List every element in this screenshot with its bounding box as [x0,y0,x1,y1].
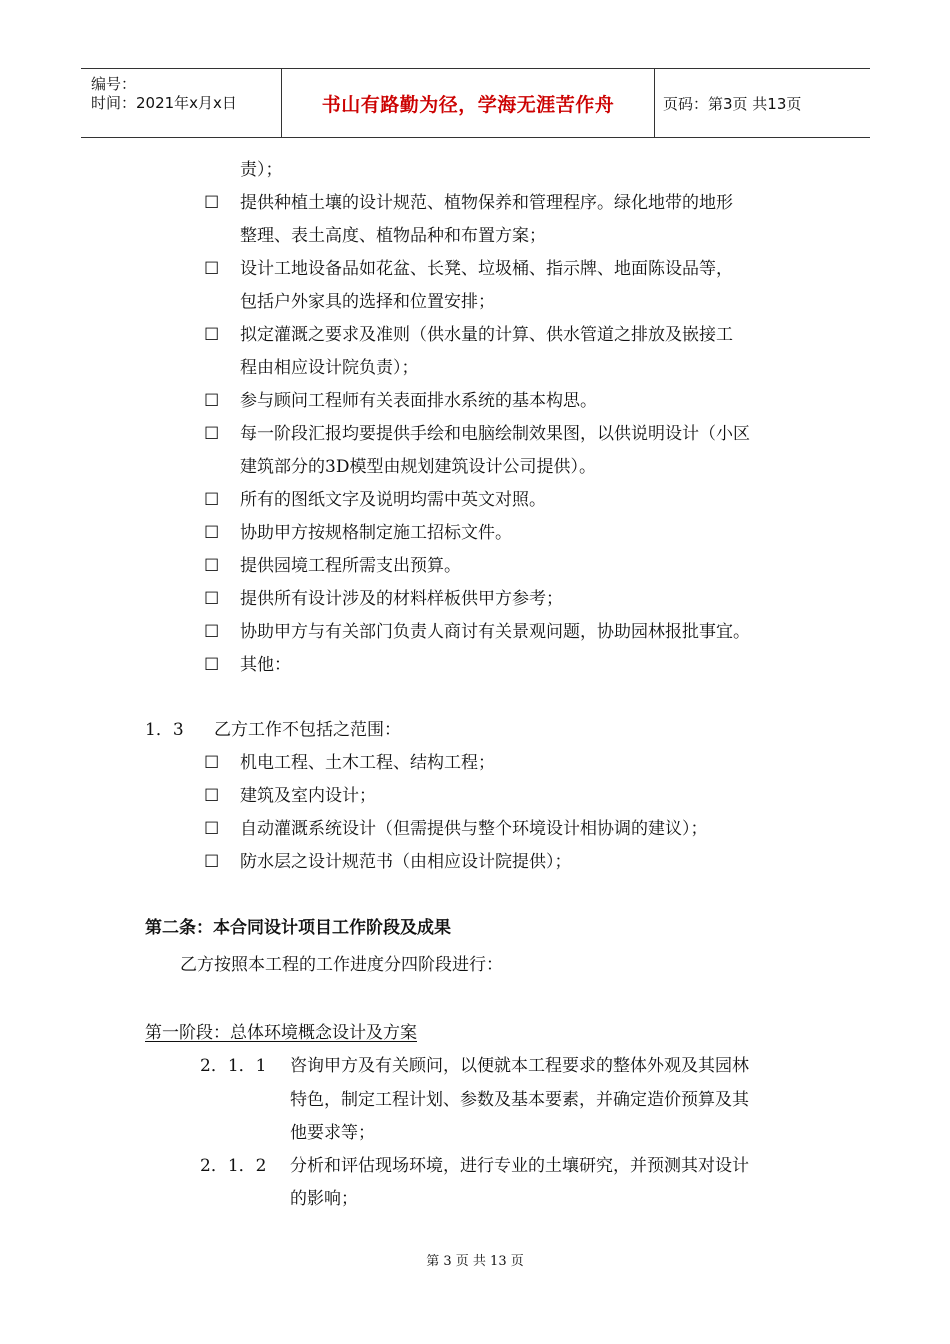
list-item: 防水层之设计规范书（由相应设计院提供）； [240,852,572,872]
list-item: 机电工程、土木工程、结构工程； [240,753,495,773]
checkbox-icon: ☐ [204,819,220,839]
clause-line: 咨询甲方及有关顾问，以便就本工程要求的整体外观及其园林 [290,1056,749,1076]
page-header [81,68,870,138]
header-divider [281,69,282,137]
checkbox-icon: ☐ [204,622,220,642]
header-meta [81,69,281,137]
clause-line: 的影响； [290,1189,358,1209]
checkbox-icon: ☐ [204,589,220,609]
clause-line: 分析和评估现场环境，进行专业的土壤研究，并预测其对设计 [290,1156,749,1176]
list-item: 提供所有设计涉及的材料样板供甲方参考； [240,589,563,609]
list-item-continuation: 建筑部分的3D模型由规划建筑设计公司提供）。 [240,457,596,477]
list-item: 参与顾问工程师有关表面排水系统的基本构思。 [240,391,597,411]
checkbox-icon: ☐ [204,753,220,773]
checkbox-icon: ☐ [204,325,220,345]
checkbox-icon: ☐ [204,424,220,444]
checkbox-icon: ☐ [204,556,220,576]
list-item: 其他： [240,655,291,675]
header-motto: 书山有路勤为径，学海无涯苦作舟 [321,93,615,116]
clause-number: 2．1．2 [200,1156,267,1176]
article-heading: 第二条：本合同设计项目工作阶段及成果 [145,918,451,938]
list-item: 自动灌溉系统设计（但需提供与整个环境设计相协调的建议）； [240,819,708,839]
list-item-continuation: 程由相应设计院负责）； [240,358,419,378]
clause-line: 他要求等； [290,1123,375,1143]
header-divider [654,69,655,137]
list-item: 所有的图纸文字及说明均需中英文对照。 [240,490,546,510]
list-item: 拟定灌溉之要求及准则（供水量的计算、供水管道之排放及嵌接工 [240,325,733,345]
document-number-label: 编号： [91,75,137,93]
section-title: 乙方工作不包括之范围： [214,720,401,740]
clause-number: 2．1．1 [200,1056,267,1076]
list-item: 提供种植土壤的设计规范、植物保养和管理程序。绿化地带的地形 [240,193,733,213]
checkbox-icon: ☐ [204,786,220,806]
checkbox-icon: ☐ [204,193,220,213]
checkbox-icon: ☐ [204,655,220,675]
checkbox-icon: ☐ [204,391,220,411]
section-number: 1．3 [145,720,184,740]
list-item: 协助甲方按规格制定施工招标文件。 [240,523,512,543]
list-item-continuation: 责）； [240,160,283,180]
checkbox-icon: ☐ [204,490,220,510]
checkbox-icon: ☐ [204,852,220,872]
checkbox-icon: ☐ [204,523,220,543]
header-page-label: 页码：第3页 共13页 [663,94,802,113]
list-item: 建筑及室内设计； [240,786,376,806]
checkbox-icon: ☐ [204,259,220,279]
list-item: 协助甲方与有关部门负责人商讨有关景观问题，协助园林报批事宜。 [240,622,750,642]
list-item-continuation: 整理、表土高度、植物品种和布置方案； [240,226,546,246]
list-item: 设计工地设备品如花盆、长凳、垃圾桶、指示牌、地面陈设品等， [240,259,733,279]
clause-line: 特色，制定工程计划、参数及基本要素，并确定造价预算及其 [290,1090,749,1110]
article-intro: 乙方按照本工程的工作进度分四阶段进行： [180,955,503,975]
document-time-label: 时间：2021年x月x日 [91,94,237,112]
list-item: 提供园境工程所需支出预算。 [240,556,461,576]
page-footer: 第 3 页 共 13 页 [426,1254,524,1269]
list-item: 每一阶段汇报均要提供手绘和电脑绘制效果图，以供说明设计（小区 [240,424,750,444]
phase-heading: 第一阶段：总体环境概念设计及方案 [145,1023,417,1043]
list-item-continuation: 包括户外家具的选择和位置安排； [240,292,495,312]
